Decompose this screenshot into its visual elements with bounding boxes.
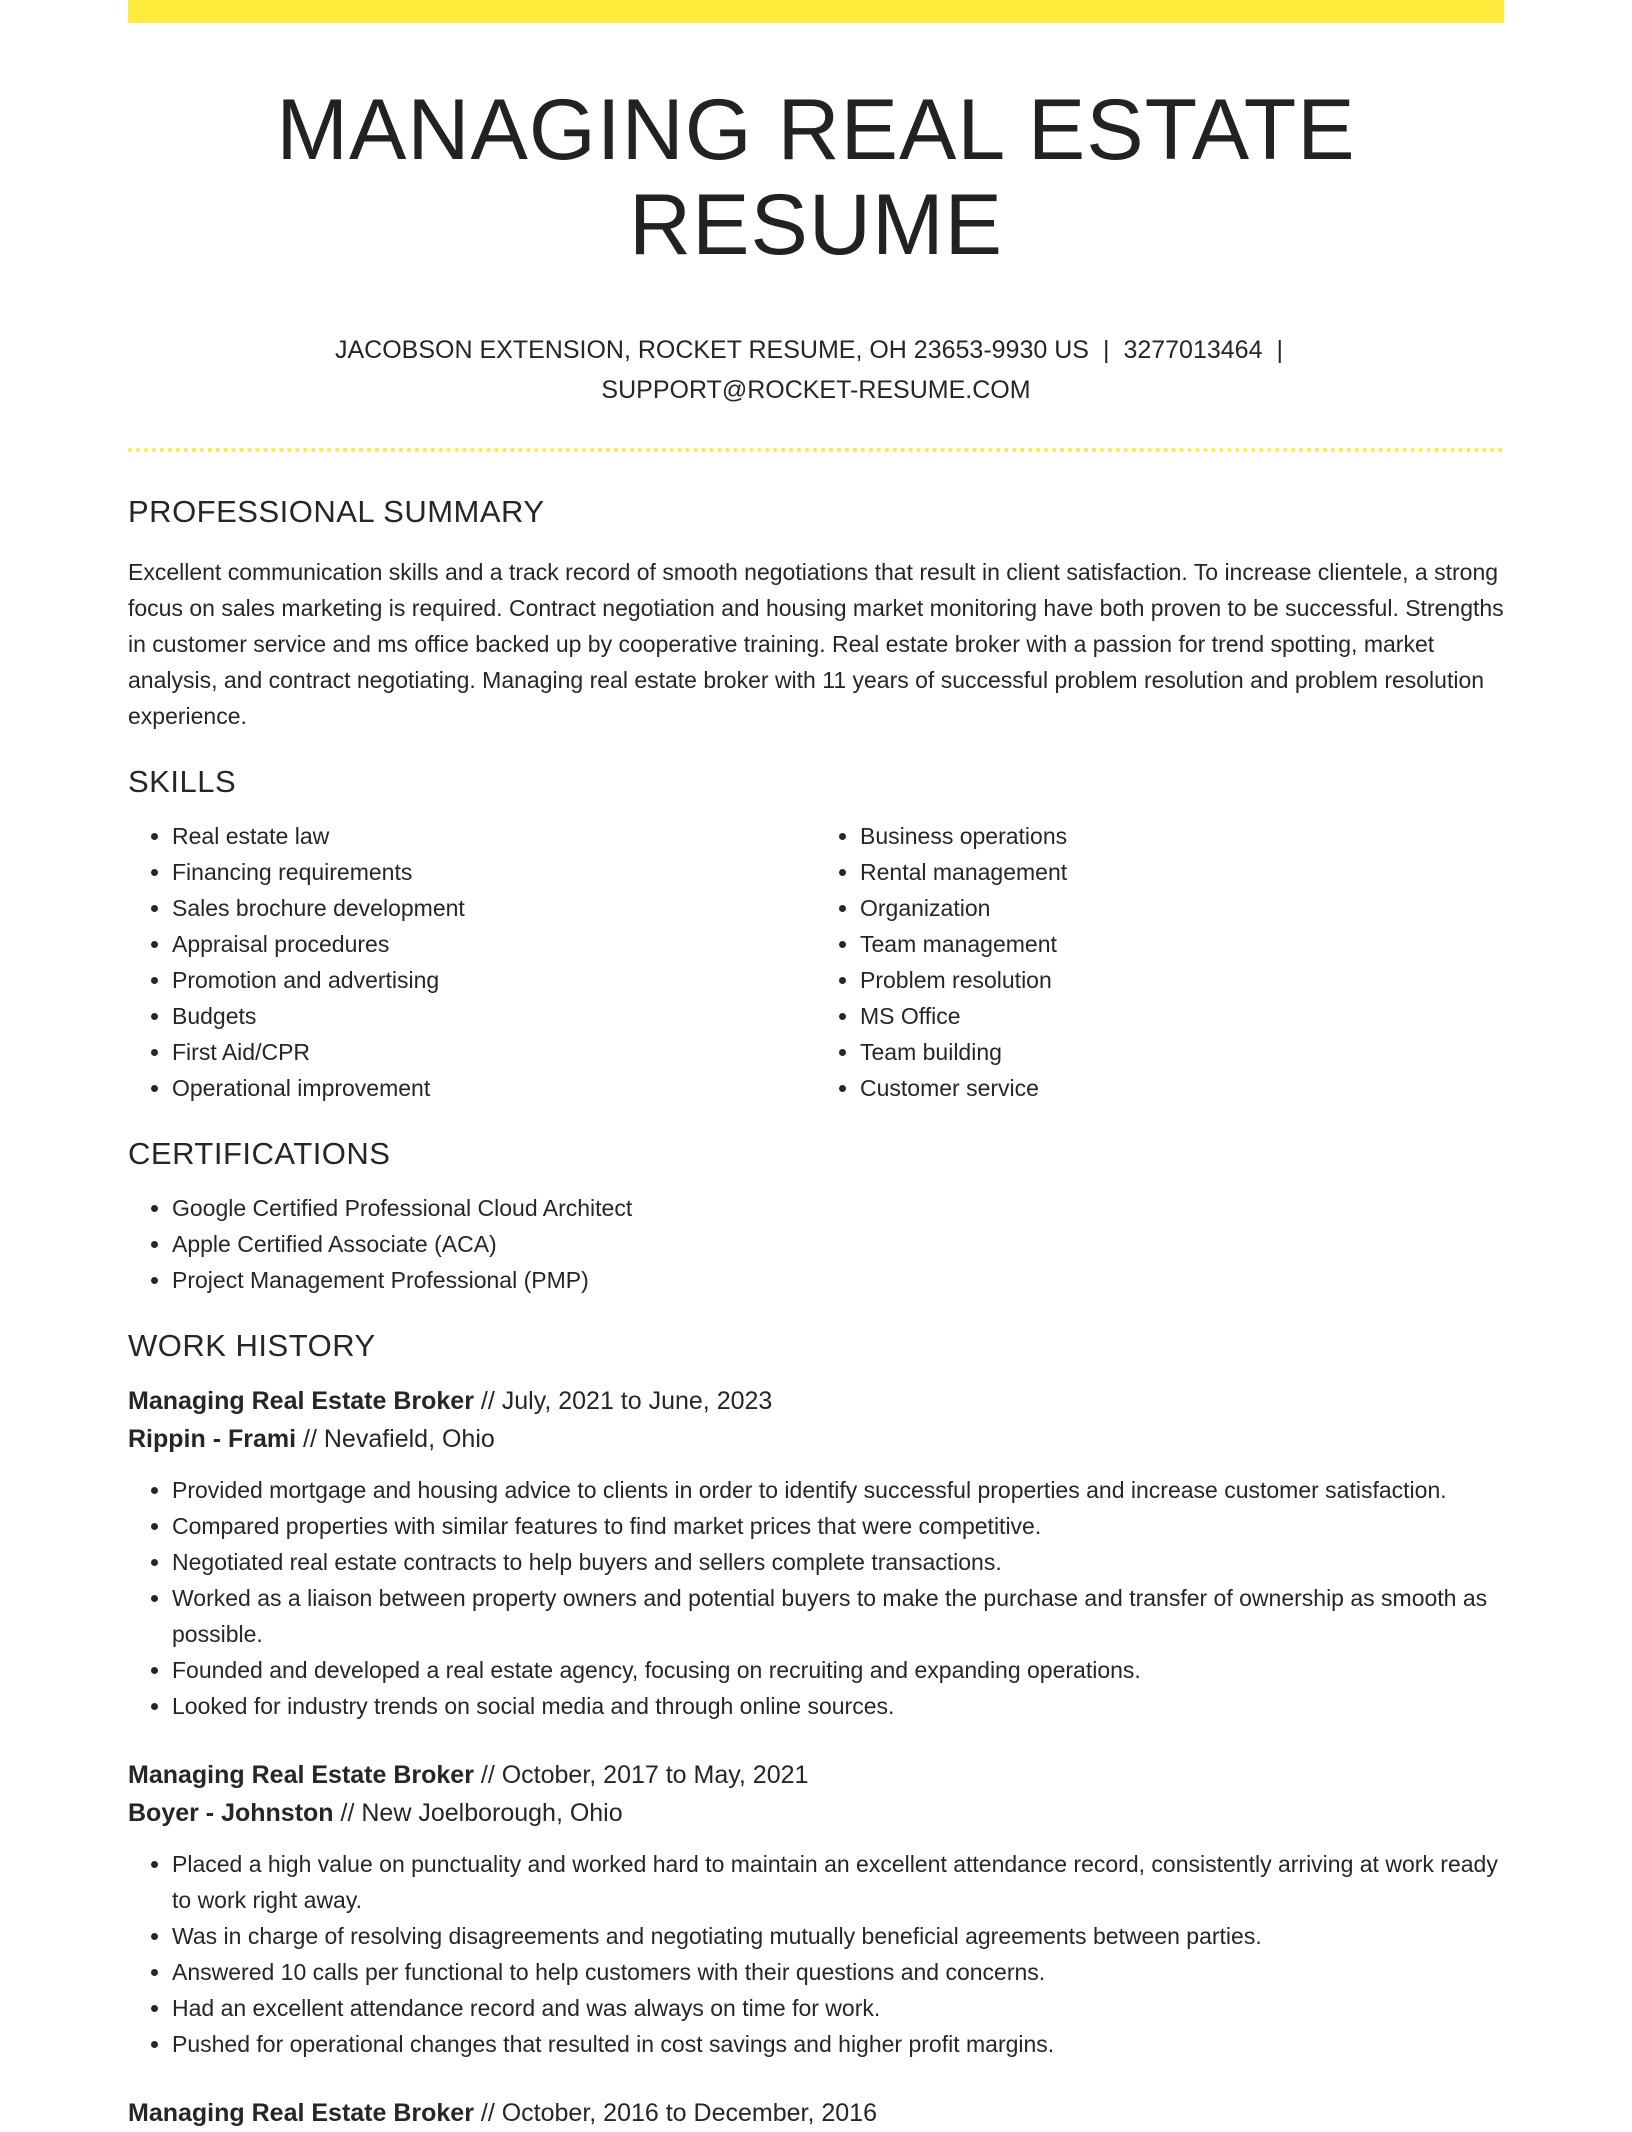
skill-item: • Operational improvement — [172, 1070, 816, 1106]
skills-heading: SKILLS — [128, 764, 237, 800]
job-dates: July, 2021 to June, 2023 — [501, 1387, 773, 1416]
skill-item: • Rental management — [860, 854, 1504, 890]
job-bullet: • Had an excellent attendance record and was always on time for work. — [172, 1990, 1504, 2026]
top-accent-bar — [128, 0, 1504, 23]
job-title-line — [128, 1756, 1504, 1794]
skill-item: • Real estate law — [172, 818, 816, 854]
work-history-heading: WORK HISTORY — [128, 1328, 376, 1364]
skill-item: • Problem resolution — [860, 962, 1504, 998]
skill-item: • Customer service — [860, 1070, 1504, 1106]
job-company: Boyer - Johnston — [128, 1799, 334, 1828]
job-role: Managing Real Estate Broker — [128, 2099, 474, 2128]
skill-item: • MS Office — [860, 998, 1504, 1034]
job-bullet: • Founded and developed a real estate agency, focusing on recruiting and expanding operations. — [172, 1652, 1504, 1688]
job-bullet: • Placed a high value on punctuality and worked hard to maintain an excellent attendance record, consistently arriving at work ready to work right away. — [172, 1846, 1504, 1918]
job-separator: // — [473, 2099, 502, 2128]
separator: | — [1102, 336, 1110, 365]
work-history-list — [128, 1382, 1504, 2132]
certification-item: • Project Management Professional (PMP) — [172, 1262, 1504, 1298]
job-separator: // — [296, 1425, 324, 1454]
job-bullet: • Negotiated real estate contracts to help buyers and sellers complete transactions. — [172, 1544, 1504, 1580]
job-entry — [128, 1382, 1504, 1724]
job-separator: // — [473, 1761, 502, 1790]
skill-item: • Financing requirements — [172, 854, 816, 890]
address: JACOBSON EXTENSION, ROCKET RESUME, OH 23653-9930 US — [335, 336, 1089, 365]
job-entry — [128, 2094, 1504, 2132]
skill-item: • Team management — [860, 926, 1504, 962]
skill-item: • Sales brochure development — [172, 890, 816, 926]
job-bullet: • Compared properties with similar features to find market prices that were competitive. — [172, 1508, 1504, 1544]
skills-column-left — [128, 818, 816, 1106]
job-company-line — [128, 1420, 1504, 1458]
certification-item: • Apple Certified Associate (ACA) — [172, 1226, 1504, 1262]
job-dates: October, 2017 to May, 2021 — [501, 1761, 809, 1790]
job-company: Rippin - Frami — [128, 1425, 297, 1454]
skills-list — [128, 818, 1504, 1106]
job-bullet: • Answered 10 calls per functional to help customers with their questions and concerns. — [172, 1954, 1504, 1990]
certifications-heading: CERTIFICATIONS — [128, 1136, 391, 1172]
separator: | — [1276, 336, 1283, 365]
skill-item: • Budgets — [172, 998, 816, 1034]
certifications-list — [128, 1190, 1504, 1298]
skill-item: • First Aid/CPR — [172, 1034, 816, 1070]
resume-page — [128, 0, 1504, 2132]
job-role: Managing Real Estate Broker — [128, 1387, 474, 1416]
job-bullet: • Worked as a liaison between property owners and potential buyers to make the purchase and transfer of ownership as smooth as possible. — [172, 1580, 1504, 1652]
job-entry — [128, 1756, 1504, 2062]
contact-line-1 — [128, 330, 1504, 370]
job-title-line — [128, 2094, 1504, 2132]
job-bullet: • Provided mortgage and housing advice to clients in order to identify successful properties and increase customer satisfaction. — [172, 1472, 1504, 1508]
job-location: Nevafield, Ohio — [323, 1425, 495, 1454]
job-title-line — [128, 1382, 1504, 1420]
certification-item: • Google Certified Professional Cloud Architect — [172, 1190, 1504, 1226]
skill-item: • Organization — [860, 890, 1504, 926]
skill-item: • Appraisal procedures — [172, 926, 816, 962]
job-bullet: • Was in charge of resolving disagreements and negotiating mutually beneficial agreements between parties. — [172, 1918, 1504, 1954]
phone: 3277013464 — [1123, 336, 1263, 365]
contact-info — [128, 330, 1504, 410]
job-company-line — [128, 1794, 1504, 1832]
skill-item: • Business operations — [860, 818, 1504, 854]
job-dates: October, 2016 to December, 2016 — [501, 2099, 877, 2128]
job-location: New Joelborough, Ohio — [361, 1799, 623, 1828]
job-role: Managing Real Estate Broker — [128, 1761, 474, 1790]
resume-title: MANAGING REAL ESTATE RESUME — [276, 82, 1356, 273]
job-bullet: • Looked for industry trends on social media and through online sources. — [172, 1688, 1504, 1724]
skill-item: • Promotion and advertising — [172, 962, 816, 998]
skill-item: • Team building — [860, 1034, 1504, 1070]
contact-line-2 — [128, 370, 1504, 410]
skills-column-right — [816, 818, 1504, 1106]
job-bullets — [128, 1846, 1504, 2062]
dotted-divider — [128, 448, 1504, 452]
job-separator: // — [473, 1387, 502, 1416]
job-bullets — [128, 1472, 1504, 1724]
job-separator: // — [333, 1799, 362, 1828]
summary-heading: PROFESSIONAL SUMMARY — [128, 494, 545, 530]
email: SUPPORT@ROCKET-RESUME.COM — [601, 376, 1031, 405]
summary-text: Excellent communication skills and a track record of smooth negotiations that result in client satisfaction. To increase clientele, a strong focus on sales marketing is required. Contract negotiation and housing market monitoring have both proven to be successful. Strengths in customer service and ms office backed up by cooperative training. Real estate broker with a passion for trend spotting, market analysis, and contract negotiating. Managing real estate broker with 11 years of successful problem resolution and problem resolution experience. — [128, 559, 1504, 730]
job-bullet: • Pushed for operational changes that resulted in cost savings and higher profit margins. — [172, 2026, 1504, 2062]
